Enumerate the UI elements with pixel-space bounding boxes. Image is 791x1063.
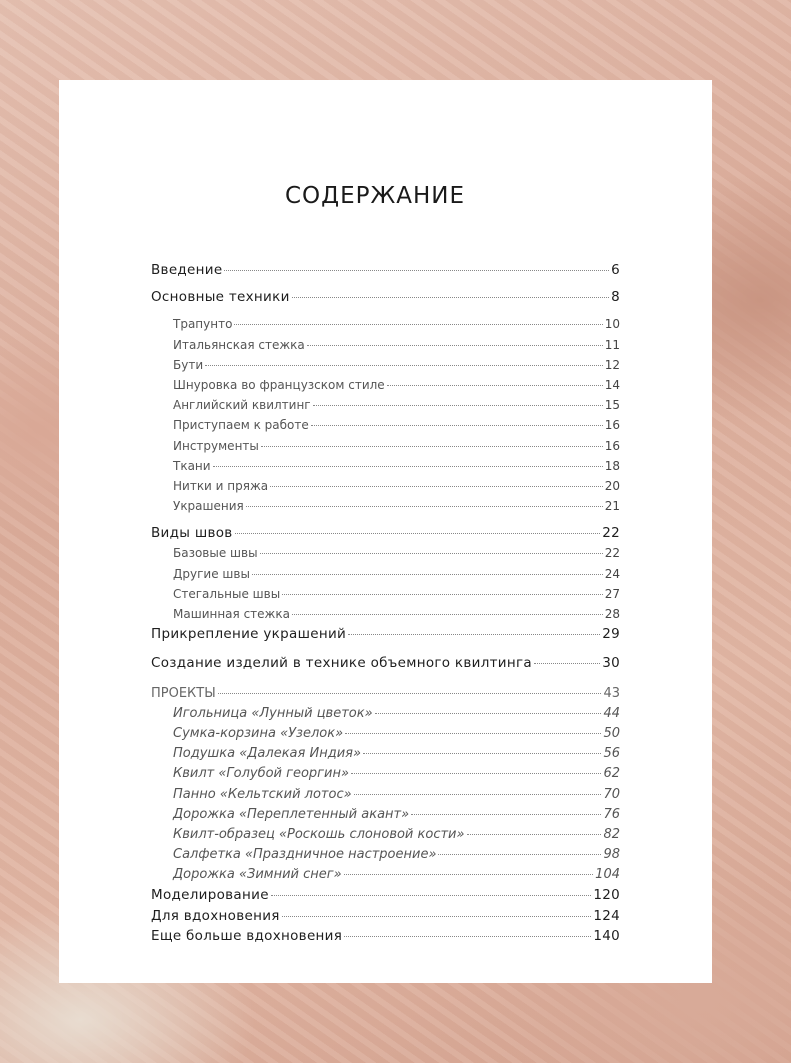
dot-leader (363, 753, 601, 754)
dot-leader (345, 733, 601, 734)
toc-entry (151, 785, 620, 805)
toc-entry-page: 11 (604, 337, 620, 352)
dot-leader (387, 385, 603, 386)
toc-entry-label: Панно «Кельтский лотос» (173, 786, 352, 802)
toc-entry-page: 18 (604, 458, 620, 473)
dot-leader (252, 574, 603, 575)
dot-leader (235, 533, 601, 534)
dot-leader (261, 446, 603, 447)
dot-leader (271, 895, 592, 896)
dot-leader (467, 834, 602, 835)
toc-entry (151, 335, 620, 355)
toc-entry (151, 906, 620, 926)
toc-entry-label: Машинная стежка (173, 607, 290, 621)
toc-entry-page: 50 (603, 725, 620, 741)
toc-entry-page: 16 (604, 438, 620, 453)
toc-entry-label: Виды швов (151, 525, 233, 542)
toc-entry (151, 287, 620, 307)
toc-entry-page: 20 (604, 478, 620, 493)
toc-entry-page: 98 (603, 847, 620, 863)
toc-entry (151, 355, 620, 375)
toc-entry (151, 744, 620, 764)
toc-entry-label: Инструменты (173, 438, 259, 453)
toc-entry-label: Квилт-образец «Роскошь слоновой кости» (173, 826, 465, 842)
toc-entry-page: 62 (603, 766, 620, 782)
dot-leader (307, 345, 603, 346)
dot-leader (270, 486, 603, 487)
toc-entry (151, 684, 620, 704)
toc-entry (151, 523, 620, 543)
dot-leader (375, 713, 602, 714)
toc-entry-label: ПРОЕКТЫ (151, 685, 216, 701)
toc-entry-label: Сумка-корзина «Узелок» (173, 725, 344, 741)
toc-entry (151, 885, 620, 905)
toc-entry (151, 764, 620, 784)
dot-leader (282, 916, 592, 917)
toc-entry (151, 314, 620, 334)
dot-leader (246, 506, 603, 507)
toc-entry (151, 724, 620, 744)
dot-leader (438, 854, 601, 855)
dot-leader (282, 594, 603, 595)
toc-entry-label: Трапунто (173, 317, 233, 332)
toc-entry-page: 82 (603, 826, 620, 842)
toc-entry-label: Квилт «Голубой георгин» (173, 766, 349, 782)
toc-entry-page: 14 (604, 377, 620, 392)
toc-entry-label: Базовые швы (173, 546, 258, 561)
toc-entry (151, 415, 620, 435)
toc-entry (151, 456, 620, 476)
toc-entry (151, 704, 620, 724)
dot-leader (534, 663, 600, 664)
toc-entry (151, 604, 620, 624)
toc-entry-label: Ткани (173, 458, 211, 473)
toc-entry-label: Создание изделий в технике объемного квилтинга (151, 655, 532, 672)
toc-entry-page: 16 (604, 418, 620, 433)
toc-entry-page: 22 (602, 525, 620, 542)
dot-leader (311, 425, 603, 426)
dot-leader (292, 614, 603, 615)
toc-entry-page: 43 (603, 685, 620, 701)
toc-entry-label: Итальянская стежка (173, 337, 305, 352)
dot-leader (354, 794, 602, 795)
toc-entry-label: Украшения (173, 499, 244, 514)
toc-entry-page: 15 (604, 398, 620, 413)
toc-entry-page: 70 (603, 786, 620, 802)
toc-entry-page: 120 (593, 887, 620, 904)
toc-entry-page: 10 (604, 317, 620, 332)
dot-leader (213, 466, 603, 467)
toc-entry-label: Подушка «Далекая Индия» (173, 746, 361, 762)
toc-entry (151, 805, 620, 825)
toc-entry-label: Игольница «Лунный цветок» (173, 705, 373, 721)
toc-entry-label: Приступаем к работе (173, 418, 309, 433)
toc-entry (151, 476, 620, 496)
toc-entry-label: Другие швы (173, 566, 250, 581)
toc-entry-page: 24 (604, 566, 620, 581)
toc-entry (151, 865, 620, 885)
toc-entry (151, 825, 620, 845)
toc-entry-page: 44 (603, 705, 620, 721)
toc-entry-label: Дорожка «Зимний снег» (173, 867, 342, 883)
toc-entry-page: 56 (603, 746, 620, 762)
toc-entry-page: 140 (593, 927, 620, 944)
toc-entry-label: Салфетка «Праздничное настроение» (173, 847, 437, 863)
toc-entry-label: Прикрепление украшений (151, 626, 347, 643)
toc-entry (151, 496, 620, 516)
table-of-contents (151, 260, 620, 946)
toc-entry-page: 21 (604, 499, 620, 514)
toc-entry-label: Дорожка «Переплетенный акант» (173, 806, 410, 822)
toc-entry-label: Шнуровка во французском стиле (173, 377, 385, 392)
dot-leader (344, 936, 591, 937)
toc-entry-page: 124 (593, 907, 620, 924)
dot-leader (224, 270, 609, 271)
toc-entry (151, 564, 620, 584)
dot-leader (292, 297, 609, 298)
dot-leader (411, 814, 601, 815)
toc-entry-label: Стегальные швы (173, 586, 281, 601)
toc-entry-label: Нитки и пряжа (173, 478, 269, 493)
toc-entry-label: Моделирование (151, 887, 269, 904)
toc-entry (151, 543, 620, 563)
toc-entry-page: 76 (603, 806, 620, 822)
toc-entry (151, 395, 620, 415)
toc-entry (151, 436, 620, 456)
dot-leader (205, 365, 603, 366)
dot-leader (351, 773, 601, 774)
toc-entry (151, 584, 620, 604)
toc-entry-label: Бути (173, 357, 204, 372)
toc-entry (151, 375, 620, 395)
toc-entry-label: Для вдохновения (151, 907, 280, 924)
page-title: СОДЕРЖАНИЕ (284, 183, 466, 209)
toc-entry-page: 104 (595, 867, 620, 883)
toc-entry-page: 27 (604, 586, 620, 601)
dot-leader (234, 324, 602, 325)
book-page (59, 80, 712, 983)
toc-entry (151, 260, 620, 280)
toc-entry-label: Основные техники (151, 289, 290, 306)
toc-entry-page: 12 (604, 357, 620, 372)
toc-entry-label: Еще больше вдохновения (151, 927, 343, 944)
toc-entry-page: 28 (604, 607, 620, 621)
dot-leader (348, 634, 600, 635)
toc-entry (151, 653, 620, 673)
toc-entry-label: Английский квилтинг (173, 398, 311, 413)
toc-entry-page: 6 (611, 262, 620, 278)
dot-leader (260, 553, 603, 554)
dot-leader (313, 405, 603, 406)
toc-entry (151, 624, 620, 644)
toc-entry-page: 8 (611, 289, 620, 306)
toc-entry-page: 29 (602, 626, 620, 643)
toc-entry-page: 22 (604, 546, 620, 561)
toc-entry-label: Введение (151, 262, 223, 278)
toc-entry-page: 30 (602, 655, 620, 672)
toc-entry (151, 845, 620, 865)
dot-leader (344, 874, 594, 875)
dot-leader (218, 693, 602, 694)
toc-entry (151, 926, 620, 946)
